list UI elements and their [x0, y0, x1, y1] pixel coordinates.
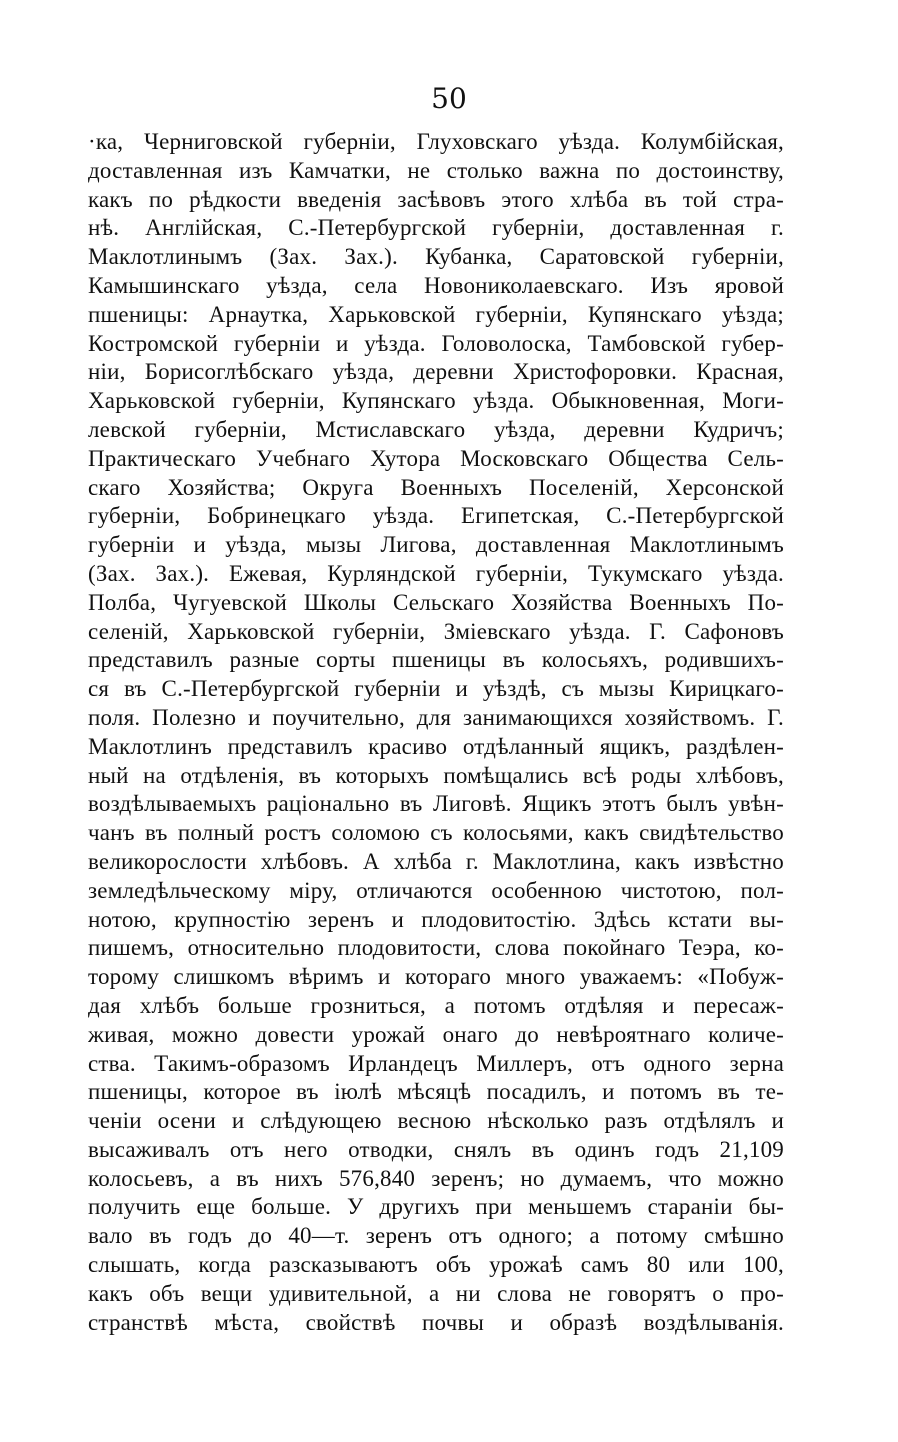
- body-text: [88, 128, 784, 1337]
- text-line: слышать, когда разсказываютъ объ урожаѣ самъ 80 или 100,: [88, 1252, 784, 1278]
- text-line: губернiи, Бобринецкаго уѣзда. Египетская, С.-Петербургской: [88, 503, 784, 529]
- text-line: (Зах. Зах.). Ежевая, Курляндской губернiи, Тукумскаго уѣзда.: [88, 560, 784, 586]
- text-line: пшеницы, которое въ iюлѣ мѣсяцѣ посадилъ, и потомъ въ те-: [88, 1079, 784, 1105]
- text-line: земледѣльческому мiру, отличаются особенною чистотою, пол-: [88, 877, 784, 903]
- text-line: воздѣлываемыхъ рацiонально въ Лиговѣ. Ящикъ этотъ былъ увѣн-: [88, 791, 784, 817]
- text-line: пишемъ, относительно плодовитости, слова покойнаго Теэра, ко-: [88, 935, 784, 961]
- text-line: ·ка, Черниговской губернiи, Глуховскаго уѣзда. Колумбiйская,: [88, 129, 784, 154]
- text-line: скаго Хозяйства; Округа Военныхъ Поселенiй, Херсонской: [88, 474, 784, 500]
- text-line: Камышинскаго уѣзда, села Новониколаевскаго. Изъ яровой: [88, 272, 784, 298]
- text-line: живая, можно довести урожай онаго до невѣроятнаго количе-: [88, 1021, 784, 1047]
- text-line: ся въ С.-Петербургской губернiи и уѣздѣ, съ мызы Кирицкаго-: [88, 676, 784, 702]
- page-number: 50: [431, 82, 467, 115]
- text-line: нотою, крупностiю зеренъ и плодовитостiю. Здѣсь кстати вы-: [88, 906, 784, 932]
- text-line: Костромской губернiи и уѣзда. Головолоска, Тамбовской губер-: [88, 330, 784, 356]
- text-line: получить еще больше. У другихъ при меньшемъ старанiи бы-: [88, 1194, 784, 1220]
- text-line: какъ объ вещи удивительной, а ни слова не говорятъ о про-: [88, 1280, 784, 1306]
- text-line: великорослости хлѣбовъ. А хлѣба г. Маклотлина, какъ извѣстно: [88, 848, 784, 874]
- text-line: ный на отдѣленiя, въ которыхъ помѣщались всѣ роды хлѣбовъ,: [88, 762, 784, 788]
- text-line: колосьевъ, а въ нихъ 576,840 зеренъ; но думаемъ, что можно: [88, 1165, 784, 1191]
- text-line: вало въ годъ до 40—т. зеренъ отъ одного; а потому смѣшно: [88, 1223, 784, 1249]
- text-line: поля. Полезно и поучительно, для занимающихся хозяйствомъ. Г.: [88, 704, 784, 730]
- text-line: Практическаго Учебнаго Хутора Московскаго Общества Сель-: [88, 445, 784, 471]
- text-line: торому слишкомъ вѣримъ и котораго много уважаемъ: «Побуж-: [88, 964, 784, 990]
- text-line: пшеницы: Арнаутка, Харьковской губернiи, Купянскаго уѣзда;: [88, 301, 784, 327]
- text-line: доставленная изъ Камчатки, не столько важна по достоинству,: [88, 157, 784, 183]
- text-line: Маклотлинъ представилъ красиво отдѣланный ящикъ, раздѣлен-: [88, 733, 784, 759]
- text-line: левской губернiи, Мстиславскаго уѣзда, деревни Кудричъ;: [88, 416, 784, 442]
- text-line: Полба, Чугуевской Школы Сельскаго Хозяйства Военныхъ По-: [88, 589, 784, 615]
- text-line: ченiи осени и слѣдующею весною нѣсколько разъ отдѣлялъ и: [88, 1108, 784, 1134]
- text-line: ства. Такимъ-образомъ Ирландецъ Миллеръ, отъ одного зерна: [88, 1050, 784, 1076]
- text-line: Маклотлинымъ (Зах. Зах.). Кубанка, Саратовской губернiи,: [88, 244, 784, 270]
- text-line: чанъ въ полный ростъ соломою съ колосьями, какъ свидѣтельство: [88, 820, 784, 846]
- text-line: нiи, Борисоглѣбскаго уѣзда, деревни Христофоровки. Красная,: [88, 359, 784, 385]
- text-line: странствѣ мѣста, свойствѣ почвы и образѣ воздѣлыванiя.: [88, 1309, 784, 1335]
- text-line: Харьковской губернiи, Купянскаго уѣзда. Обыкновенная, Моги-: [88, 388, 784, 414]
- text-line: представилъ разные сорты пшеницы въ колосьяхъ, родившихъ-: [88, 647, 784, 673]
- text-line: высаживалъ отъ него отводки, снялъ въ одинъ годъ 21,109: [88, 1136, 784, 1162]
- text-line: нѣ. Англiйская, С.-Петербургской губернiи, доставленная г.: [88, 215, 784, 241]
- text-line: дая хлѣбъ больше грозниться, а потомъ отдѣляя и пересаж-: [88, 992, 784, 1018]
- text-line: губернiи и уѣзда, мызы Лигова, доставленная Маклотлинымъ: [88, 532, 784, 558]
- text-line: селенiй, Харьковской губернiи, Змiевскаго уѣзда. Г. Сафоновъ: [88, 618, 784, 644]
- text-line: какъ по рѣдкости введенiя засѣвовъ этого хлѣба въ той стра-: [88, 186, 784, 212]
